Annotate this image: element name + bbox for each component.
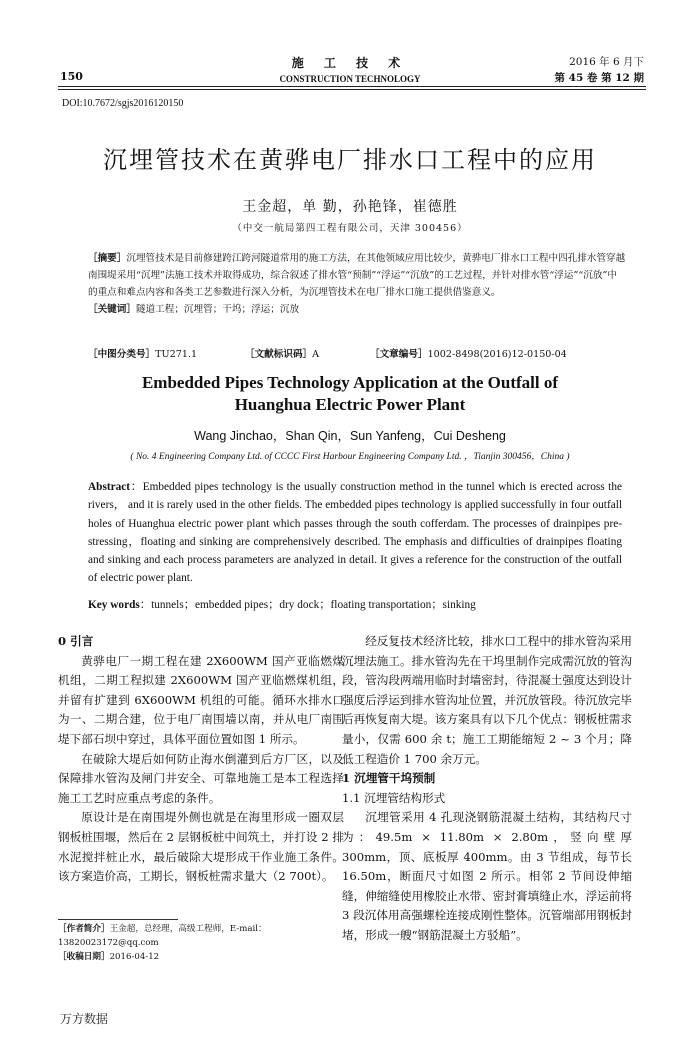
title-en-line1: Embedded Pipes Technology Application at the Outfall of (141, 373, 559, 392)
author-bio-text: 王金超，总经理，高级工程师，E-mail：13820023172@qq.com (58, 924, 267, 948)
section-1-1-heading: 1.1 沉埋管结构形式 (342, 790, 446, 805)
doc-code-block (245, 346, 319, 360)
journal-name-en: CONSTRUCTION TECHNOLOGY (279, 74, 421, 84)
page-number: 150 (60, 70, 83, 83)
affiliation-en: ( No. 4 Engineering Company Ltd. of CCCC First Harbour Engineering Company Ltd. ，Tianjin 300456，China ) (130, 452, 570, 462)
authors-cn: 王金超，单 勤，孙艳锋，崔德胜 (242, 199, 458, 215)
body-column-right (342, 632, 632, 946)
keywords-en (88, 596, 628, 612)
abstract-cn-label: ［摘要］ (88, 253, 127, 264)
article-no-block (370, 346, 567, 360)
doi: DOI:10.7672/sgjs2016120150 (62, 98, 184, 109)
paragraph: 黄骅电厂一期工程在建 2X600WM 国产亚临燃煤机组，二期工程拟建 2X600WM 国产亚临燃煤机组，并留有扩建到 6X600WM 机组的可能。循环水排水口为一、二期合建，位于电厂南围墙以南，并从电厂南围堤下部石坝中穿过，具体平面位置如图 1 所示。 (58, 653, 344, 746)
doc-code-value: A (312, 349, 320, 360)
clc-value: TU271.1 (155, 349, 198, 360)
article-no-label: ［文章编号］ (370, 349, 428, 360)
clc-block (88, 346, 197, 360)
footnote (58, 922, 340, 964)
affiliation-cn: （中交一航局第四工程有限公司，天津 300456） (232, 223, 468, 234)
authors-en: Wang Jinchao，Shan Qin，Sun Yanfeng，Cui Desheng (194, 429, 506, 443)
section-0-heading: 0 引言 (58, 634, 94, 648)
header-rule (58, 86, 646, 87)
received-date-label: ［收稿日期］ (58, 952, 110, 962)
abstract-cn-block (88, 250, 626, 301)
title-en (0, 372, 700, 416)
keywords-cn-label: ［关键词］ (88, 304, 136, 315)
abstract-en-text: ：Embedded pipes technology is the usually construction method in the tunnel which is erected across the rivers， and it is rarely used in the other fields. The embedded pipes technology is applied successfully in four outfall holes of Huanghua electric power plant which passes through the south cofferdam. The processes of drainpipes pre-stressing，floating and sinking are comprehensively described. The emphasis and difficulties of drainpipes floating and sinking and each process parameters are analyzed in detail. It gives a reference for the construction of the outfall of electric power plant. (88, 481, 622, 585)
footnote-rule (58, 919, 178, 920)
author-bio (58, 922, 340, 950)
keywords-en-label: Key words (88, 599, 140, 611)
header-rule-double (58, 89, 646, 90)
paragraph: 原设计是在南围堤外侧也就是在海里形成一圈双层钢板桩围堰，然后在 2 层钢板桩中间筑土，并打设 2 排水泥搅拌桩止水，最后破除大堤形成干作业施工条件。该方案造价高，工期长，钢板桩需求量大（2 700t）。 (58, 810, 344, 884)
article-no-value: 1002-8498(2016)12-0150-04 (427, 349, 567, 360)
received-date (58, 950, 340, 964)
title-cn: 沉埋管技术在黄骅电厂排水口工程中的应用 (103, 146, 597, 174)
keywords-en-text: ：tunnels；embedded pipes；dry dock；floating transportation；sinking (139, 599, 476, 611)
abstract-en-label: Abstract (88, 481, 131, 493)
clc-label: ［中图分类号］ (88, 349, 156, 360)
received-date-value: 2016-04-12 (109, 952, 160, 962)
journal-name-cn: 施 工 技 术 (291, 56, 409, 70)
body-column-left (58, 632, 344, 887)
issue-info (554, 54, 644, 86)
title-en-line2: Huanghua Electric Power Plant (234, 395, 466, 414)
keywords-cn-block (88, 301, 626, 318)
paragraph: 沉埋管采用 4 孔现浇钢筋混凝土结构，其结构尺寸为：49.5m × 11.80m × 2.80m，竖向壁厚 300mm，顶、底板厚 400mm。由 3 节组成，每节长 16.50m，断面尺寸如图 2 所示。相邻 2 节间设伸缩缝，伸缩缝使用橡胶止水带、密封膏填缝止水，浮运前将 3 段沉体用高强螺栓连接成刚性整体。沉管端部用钢板封堵，形成一艘“钢筋混凝土方驳船”。 (342, 810, 632, 942)
abstract-en (88, 478, 622, 588)
abstract-cn (88, 250, 626, 318)
keywords-cn-text: 隧道工程；沉埋管；干坞；浮运；沉放 (135, 304, 300, 315)
author-bio-label: ［作者简介］ (58, 924, 110, 934)
section-1-heading: 1 沉埋管干坞预制 (342, 771, 436, 786)
issue-date: 2016 年 6 月下 (569, 56, 644, 68)
abstract-cn-text: 沉埋管技术是目前修建跨江跨河隧道常用的施工方法，在其他领域应用比较少，黄骅电厂排水口工程中四孔排水管穿越南围堤采用“沉埋”法施工技术并取得成功，综合叙述了排水管“预制”“浮运”“沉放”的工艺过程，并针对排水管“浮运”“沉放”中的重点和难点内容和各类工艺参数进行深入分析，为沉埋管技术在电厂排水口施工提供借鉴意义。 (88, 253, 626, 298)
doc-code-label: ［文献标识码］ (245, 349, 313, 360)
watermark: 万方数据 (60, 1012, 109, 1026)
issue-volume: 第 45 卷 第 12 期 (554, 72, 644, 84)
journal-header (250, 54, 450, 84)
paragraph: 经反复技术经济比较，排水口工程中的排水管沟采用沉埋法施工。排水管沟先在干坞里制作完成需沉放的管沟段，管沟段两端用临时封墙密封，待混凝土强度达到设计强度后浮运到排水管沟址位置，并沉放管段。待沉放完毕后再恢复南大堤。该方案具有以下几个优点：钢板桩需求量小，仅需 600 余 t；施工工期能缩短 2 ~ 3 个月；降低工程造价 1 700 余万元。 (342, 634, 632, 766)
paragraph: 在破除大堤后如何防止海水倒灌到后方厂区，以及保障排水管沟及闸门井安全、可靠地施工是本工程选择施工工艺时应重点考虑的条件。 (58, 751, 344, 805)
